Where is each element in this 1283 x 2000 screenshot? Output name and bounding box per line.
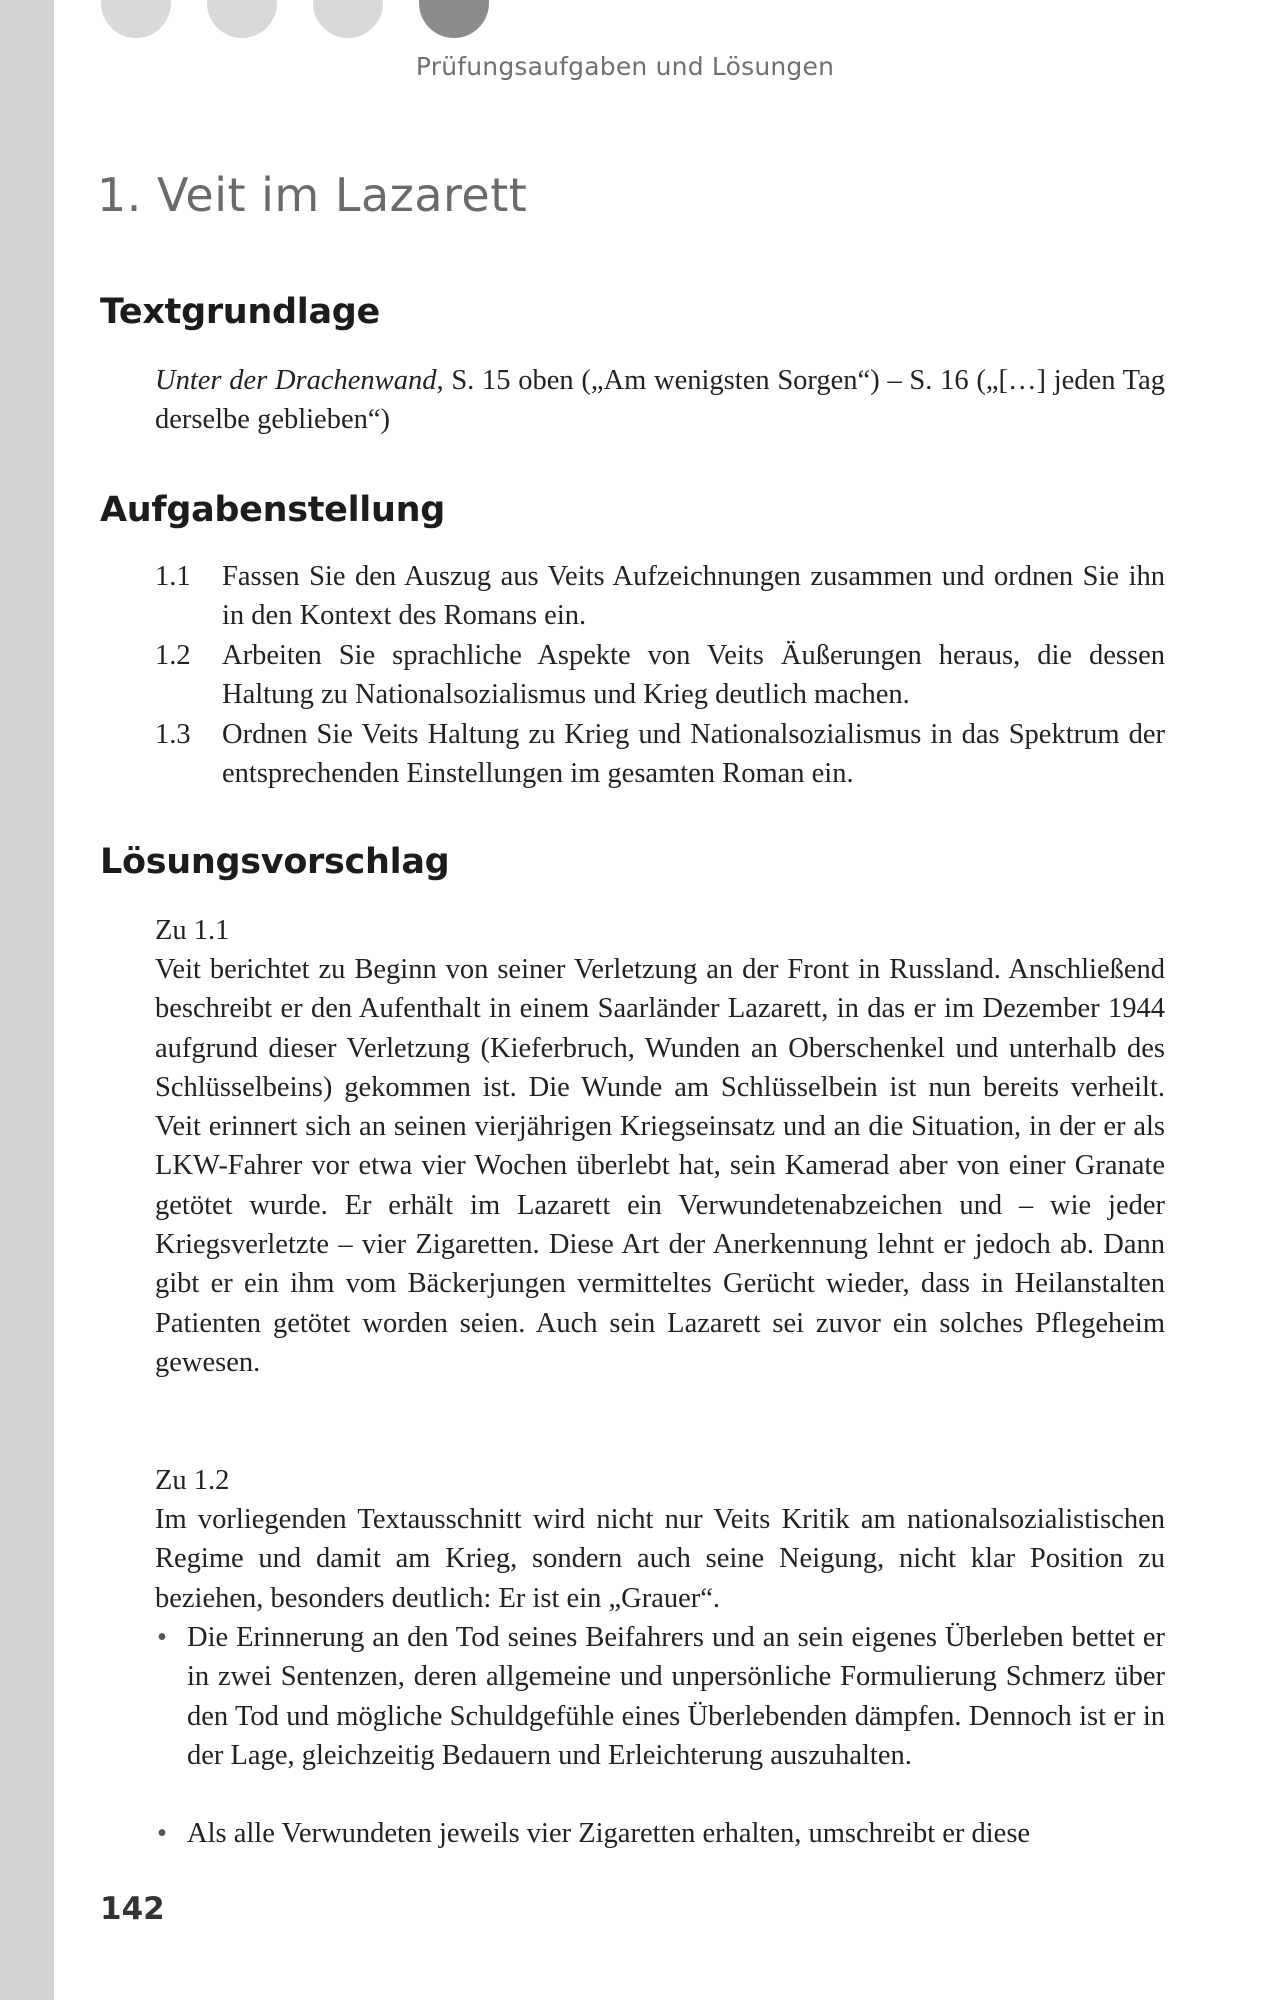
subheading-zu-1-2: Zu 1.2 bbox=[155, 1465, 230, 1496]
heading-textgrundlage: Textgrundlage bbox=[100, 292, 380, 332]
task-text: Ordnen Sie Veits Haltung zu Krieg und Nationalsozialismus in das Spektrum der entsprechenden Einstellungen im gesamten Roman ein. bbox=[222, 719, 1165, 790]
task-text: Fassen Sie den Auszug aus Veits Aufzeichnungen zusammen und ordnen Sie ihn in den Kontext des Romans ein. bbox=[222, 561, 1165, 632]
task-text: Arbeiten Sie sprachliche Aspekte von Veits Äußerungen heraus, die dessen Haltung zu Nationalsozialismus und Krieg deutlich machen. bbox=[222, 640, 1165, 711]
task-number: 1.2 bbox=[155, 640, 191, 671]
work-title: Unter der Drachenwand bbox=[155, 365, 437, 396]
answer-1-1: Veit berichtet zu Beginn von seiner Verletzung an der Front in Russland. Anschließend beschreibt er den Aufenthalt in einem Saarländer Lazarett, in das er im Dezember 1944 aufgrund dieser Verletzung (Kieferbruch, Wunden an Oberschenkel und unterhalb des Schlüsselbeins) gekommen ist. Die Wunde am Schlüsselbein ist nun bereits verheilt. Veit erinnert sich an seinen vierjährigen Kriegseinsatz und an die Situation, in der er als LKW-Fahrer vor etwa vier Wochen überlebt hat, sein Kamerad aber von einer Granate getötet wurde. Er erhält im Lazarett ein Verwundetenabzeichen und – wie jeder Kriegsverletzte – vier Zigaretten. Diese Art der Anerkennung lehnt er jedoch ab. Dann gibt er ein ihm vom Bäckerjungen vermitteltes Gerücht wieder, dass in Heilanstalten Patienten getötet worden seien. Auch sein Lazarett sei zuvor ein solches Pflegeheim gewesen. bbox=[155, 954, 1165, 1378]
source-range: , S. 15 oben („Am wenigsten Sorgen“) – S. 16 („[…] jeden Tag derselbe geblieben“) bbox=[155, 365, 1166, 436]
subheading-zu-1-1: Zu 1.1 bbox=[155, 915, 230, 946]
running-head: Prüfungsaufgaben und Lösungen bbox=[415, 52, 835, 81]
answer-1-2: Im vorliegenden Textausschnitt wird nicht nur Veits Kritik am nationalsozialistischen Regime und damit am Krieg, sondern auch seine Neigung, nicht klar Position zu beziehen, besonders deutlich: Er ist ein „Grauer“. bbox=[155, 1504, 1165, 1614]
task-item bbox=[155, 715, 1165, 794]
task-item bbox=[155, 557, 1165, 636]
margin-strip bbox=[0, 0, 54, 2000]
chapter-title: 1. Veit im Lazarett bbox=[97, 168, 528, 222]
bullet-text: Als alle Verwundeten jeweils vier Zigaretten erhalten, umschreibt er diese bbox=[187, 1818, 1031, 1849]
bullet-item bbox=[155, 1618, 1165, 1775]
chapter-tab-2 bbox=[207, 0, 277, 38]
heading-loesungsvorschlag: Lösungsvorschlag bbox=[100, 842, 450, 882]
bullet-text: Die Erinnerung an den Tod seines Beifahrers und an sein eigenes Überleben bettet er in zwei Sentenzen, deren allgemeine und unpersönliche Formulierung Schmerz über den Tod und mögliche Schuldgefühle eines Überlebenden dämpfen. Dennoch ist er in der Lage, gleichzeitig Bedauern und Erleichterung auszuhalten. bbox=[187, 1622, 1165, 1771]
bullet-item bbox=[155, 1814, 1165, 1853]
heading-aufgabenstellung: Aufgabenstellung bbox=[100, 490, 445, 530]
chapter-tab-3 bbox=[313, 0, 383, 38]
chapter-tab-active bbox=[419, 0, 489, 38]
source-reference bbox=[155, 361, 1165, 440]
task-number: 1.3 bbox=[155, 719, 191, 750]
task-item bbox=[155, 636, 1165, 715]
chapter-tab-1 bbox=[101, 0, 171, 38]
bullet-icon: • bbox=[157, 1622, 167, 1653]
page-number: 142 bbox=[100, 1891, 165, 1927]
task-number: 1.1 bbox=[155, 561, 191, 592]
bullet-icon: • bbox=[157, 1818, 167, 1849]
